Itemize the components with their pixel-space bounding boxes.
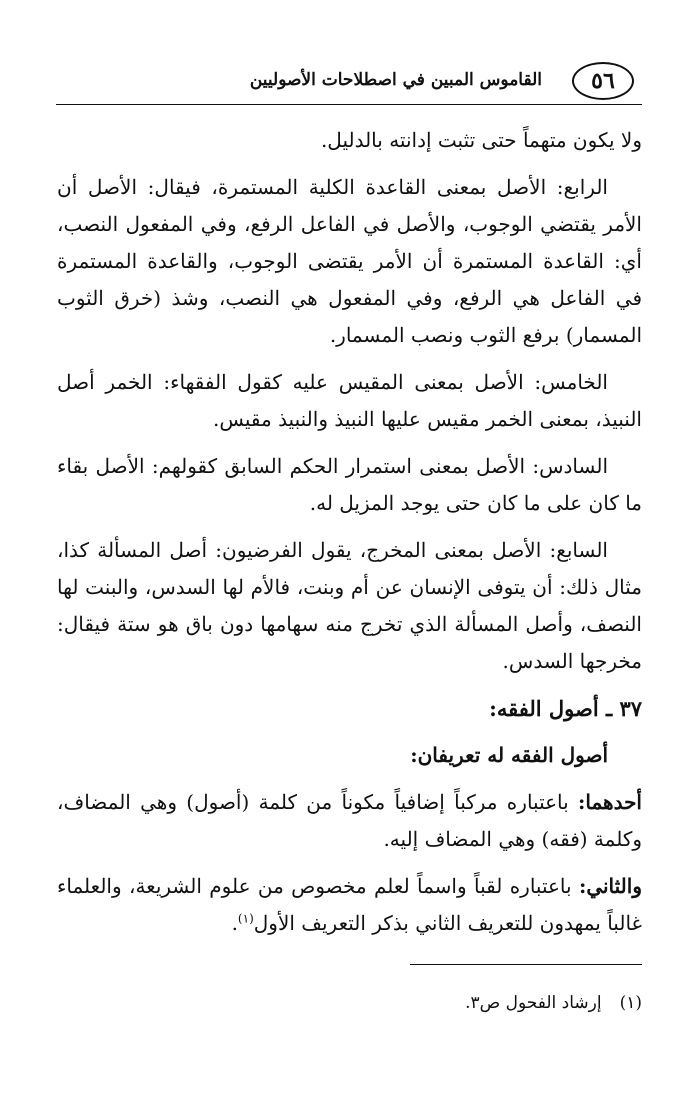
paragraph-fifth-meaning: الخامس: الأصل بمعنى المقيس عليه كقول الفقهاء: الخمر أصل النبيذ، بمعنى الخمر مقيس عليها النبيذ والنبيذ مقيس. xyxy=(57,370,642,431)
section-heading: ٣٧ ـ أصول الفقه: xyxy=(489,696,642,721)
footnote-marker: (١) xyxy=(619,993,642,1013)
page-header xyxy=(56,58,642,108)
definition-second-end: . xyxy=(231,911,238,935)
definition-second-text: باعتباره لقباً واسماً لعلم مخصوص من علوم الشريعة، والعلماء غالباً يمهدون للتعريف الثاني بذكر التعريف الأول xyxy=(57,874,642,935)
footnote-rule xyxy=(410,964,642,965)
definition-first-text: باعتباره مركباً إضافياً مكوناً من كلمة (أصول) وهي المضاف، وكلمة (فقه) وهي المضاف إليه. xyxy=(57,790,642,851)
main-text xyxy=(57,122,642,952)
definition-first xyxy=(57,784,642,858)
subheading: أصول الفقه له تعريفان: xyxy=(410,743,608,767)
definition-second-term: والثاني: xyxy=(578,874,642,898)
page-number: ٥٦ xyxy=(572,62,634,100)
header-rule xyxy=(56,104,642,105)
definition-second xyxy=(57,868,642,942)
paragraph-seventh-meaning: السابع: الأصل بمعنى المخرج، يقول الفرضيون: أصل المسألة كذا، مثال ذلك: أن يتوفى الإنسان عن أم وبنت، فالأم لها السدس، والبنت لها النصف، وأصل المسألة الذي تخرج منه سهامها دون باق هو ستة فيقال: مخرجها السدس. xyxy=(57,538,642,673)
running-title: القاموس المبين في اصطلاحات الأصوليين xyxy=(249,70,542,90)
footnote-reference: (١) xyxy=(237,911,254,926)
footnote xyxy=(57,990,642,1016)
paragraph-continuation: ولا يكون متهماً حتى تثبت إدانته بالدليل. xyxy=(320,128,642,152)
paragraph-sixth-meaning: السادس: الأصل بمعنى استمرار الحكم السابق كقولهم: الأصل بقاء ما كان على ما كان حتى يوجد المزيل له. xyxy=(57,454,642,515)
paragraph-fourth-meaning: الرابع: الأصل بمعنى القاعدة الكلية المستمرة، فيقال: الأصل أن الأمر يقتضي الوجوب، والأصل في الفاعل الرفع، وفي المفعول النصب، أي: القاعدة المستمرة أن الأمر يقتضى الوجوب، والقاعدة المستمرة في الفاعل هي الرفع، وفي المفعول هي النصب، وشذ (خرق الثوب المسمار) برفع الثوب ونصب المسمار. xyxy=(57,175,642,347)
definition-first-term: أحدهما: xyxy=(577,790,642,814)
footnote-text: إرشاد الفحول ص٣. xyxy=(465,993,602,1013)
